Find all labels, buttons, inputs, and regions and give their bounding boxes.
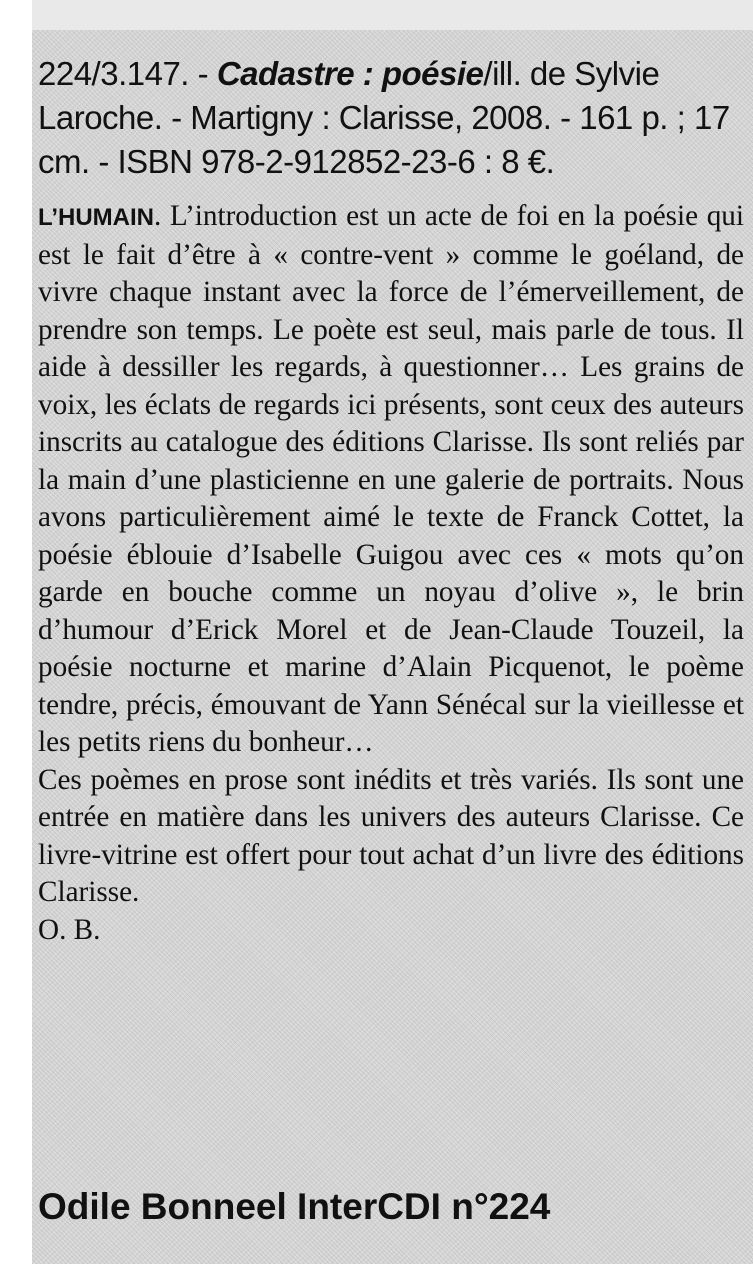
top-margin-strip — [32, 0, 753, 30]
review-text — [38, 198, 744, 949]
review-paragraph-1-text: . L’introduction est un acte de foi en la poésie qui est le fait d’être à « contre-vent » comme le goéland, de vivre chaque instant avec la force de l’émerveillement, de prendre son temps. Le poète est seul, mais parle de tous. Il aide à dessiller les regards, à questionner… Les grains de voix, les éclats de regards ici présents, sont ceux des auteurs inscrits au catalogue des éditions Clarisse. Ils sont reliés par la main d’une plasticienne en une galerie de portraits. Nous avons particulièrement aimé le texte de Franck Cottet, la poésie éblouie d’Isabelle Guigou avec ces « mots qu’on garde en bouche comme un noyau d’olive », le brin d’humour d’Erick Morel et de Jean-Claude Touzeil, la poésie nocturne et marine d’Alain Picquenot, le poème tendre, précis, émouvant de Yann Sénécal sur la vieillesse et les petits riens du bonheur… — [38, 200, 744, 758]
review-signature: O. B. — [38, 913, 101, 946]
source-credit: Odile Bonneel InterCDI n°224 — [38, 1186, 551, 1227]
reference-number: 224/3.147. - — [38, 55, 217, 92]
review-paragraph-1 — [38, 198, 744, 762]
book-title: Cadastre : poésie — [216, 55, 484, 92]
bibliographic-reference — [38, 52, 748, 184]
reference-details: /ill. de Sylvie Laroche. - Martigny : Clarisse, 2008. - 161 p. ; 17 cm. - ISBN 978-2-912852-23-6 : 8 €. — [38, 55, 730, 180]
review-paragraph-2: Ces poèmes en prose sont inédits et très variés. Ils sont une entrée en matière dans les univers des auteurs Clarisse. Ce livre-vitrine est offert pour tout achat d’un livre des éditions Clarisse. — [38, 763, 744, 908]
review-lead: L’HUMAIN — [38, 204, 154, 231]
clipping-page — [32, 0, 753, 1264]
